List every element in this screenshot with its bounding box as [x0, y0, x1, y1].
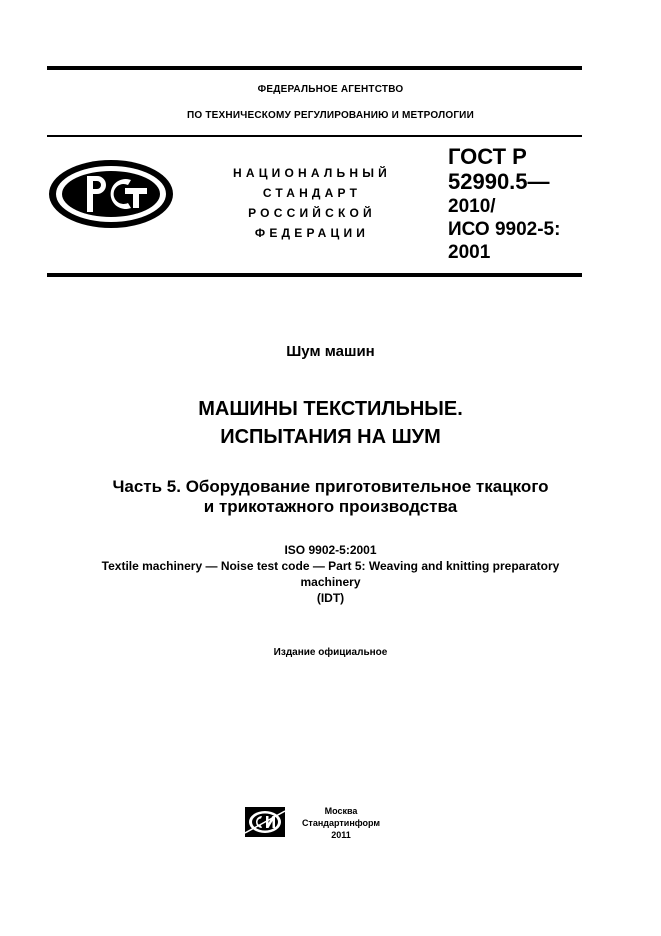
main-title-line-1: МАШИНЫ ТЕКСТИЛЬНЫЕ.: [198, 398, 463, 420]
publisher-year: 2011: [331, 830, 351, 840]
header-rule: [47, 135, 582, 137]
rst-certification-logo-icon: [47, 158, 175, 230]
agency-line-2: ПО ТЕХНИЧЕСКОМУ РЕГУЛИРОВАНИЮ И МЕТРОЛОГИИ: [187, 110, 474, 121]
gost-line-3: 2010/: [448, 196, 496, 217]
national-line-2: СТАНДАРТ: [262, 186, 362, 200]
national-line-3: РОССИЙСКОЙ: [248, 206, 376, 220]
national-line-4: ФЕДЕРАЦИИ: [254, 226, 370, 240]
standard-rule: [47, 273, 582, 277]
iso-code: ISO 9902-5:2001: [284, 543, 377, 557]
series-title: Шум машин: [286, 343, 375, 360]
publisher-name: Стандартинформ: [301, 818, 381, 828]
top-rule: [47, 66, 582, 70]
gost-line-4: ИСО 9902-5:: [448, 219, 561, 240]
iso-title-line-2: machinery: [300, 575, 361, 589]
gost-line-1: ГОСТ Р: [448, 144, 527, 169]
agency-line-1: ФЕДЕРАЛЬНОЕ АГЕНТСТВО: [257, 84, 404, 95]
iso-degree: (IDT): [316, 591, 345, 605]
part-title-line-1: Часть 5. Оборудование приготовительное ткацкого: [112, 477, 549, 496]
standartinform-logo-icon: [245, 807, 285, 837]
main-title-line-2: ИСПЫТАНИЯ НА ШУМ: [220, 426, 441, 448]
gost-line-2: 52990.5—: [448, 169, 550, 194]
edition-label: Издание официальное: [273, 647, 388, 658]
iso-title-line-1: Textile machinery — Noise test code — Part 5: Weaving and knitting preparatory: [101, 559, 560, 573]
publisher-city: Москва: [324, 806, 358, 816]
gost-line-5: 2001: [448, 242, 491, 263]
part-title-line-2: и трикотажного производства: [203, 497, 458, 516]
national-line-1: НАЦИОНАЛЬНЫЙ: [232, 166, 392, 180]
